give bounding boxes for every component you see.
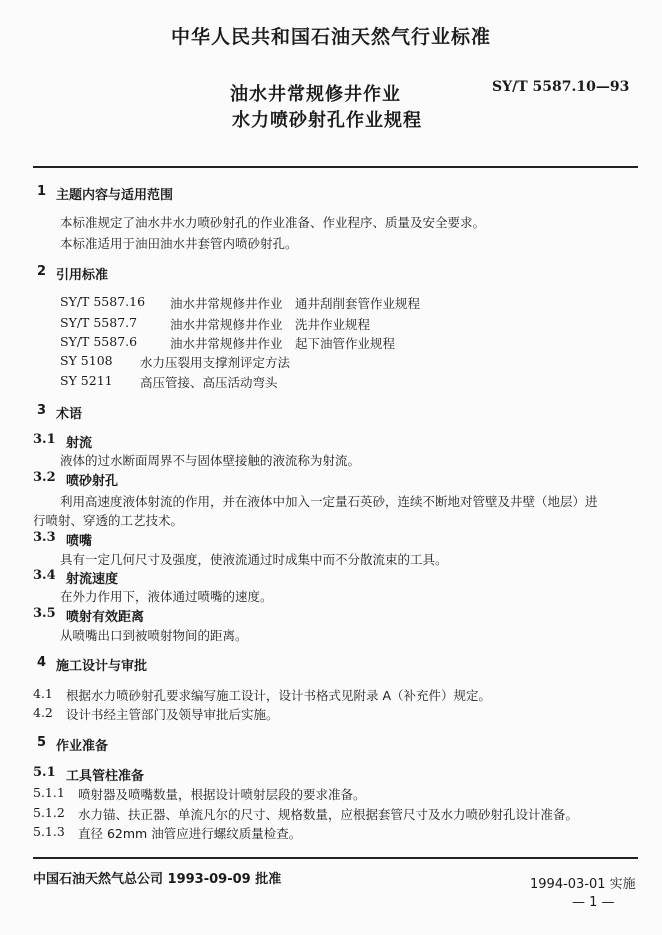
standard-header: 中华人民共和国石油天然气行业标准 [170, 26, 491, 48]
ref-name: 油水井常规修井作业 通井刮削套管作业规程 [170, 296, 421, 311]
term-3-1-num: 3.1 [33, 432, 56, 447]
term-3-4-text: 在外力作用下，液体通过喷嘴的速度。 [60, 589, 273, 604]
section-5-title: 作业准备 [56, 739, 109, 754]
standard-code: SY/T 5587.10—93 [492, 79, 630, 95]
clause-5-1-3-num: 5.1.3 [33, 824, 65, 839]
clause-4-2-num: 4.2 [33, 705, 53, 720]
term-3-4-title: 射流速度 [66, 572, 119, 587]
clause-4-2-text: 设计书经主管部门及领导审批后实施。 [66, 707, 279, 722]
title-line-1: 油水井常规修井作业 [230, 84, 401, 105]
term-3-2-text-line2: 行喷射、穿透的工艺技术。 [33, 513, 184, 528]
ref-code: SY 5108 [60, 353, 113, 368]
ref-code: SY/T 5587.7 [60, 315, 138, 330]
section-3-title: 术语 [56, 407, 83, 422]
section-1-p2: 本标准适用于油田油水井套管内喷砂射孔。 [60, 236, 298, 251]
approval-line: 中国石油天然气总公司 1993-09-09 批准 [33, 872, 282, 887]
bottom-rule [33, 857, 638, 859]
ref-code: SY/T 5587.16 [60, 294, 146, 309]
section-4-title: 施工设计与审批 [56, 659, 148, 674]
section-1-title: 主题内容与适用范围 [56, 188, 174, 203]
ref-name: 高压管接、高压活动弯头 [140, 375, 278, 390]
ref-code: SY 5211 [60, 373, 113, 388]
term-3-1-text: 液体的过水断面周界不与固体壁接触的液流称为射流。 [60, 453, 361, 468]
clause-5-1-1-num: 5.1.1 [33, 785, 65, 800]
clause-5-1-3-text: 直径 62mm 油管应进行螺纹质量检查。 [78, 826, 302, 841]
section-4-num: 4 [37, 655, 47, 670]
term-3-4-num: 3.4 [33, 568, 56, 583]
term-3-5-title: 喷射有效距离 [66, 610, 145, 625]
section-5-num: 5 [37, 735, 47, 750]
page-number: — 1 — [572, 895, 615, 910]
term-3-1-title: 射流 [66, 436, 93, 451]
top-rule [33, 166, 638, 168]
clause-5-1-num: 5.1 [33, 765, 56, 780]
ref-name: 油水井常规修井作业 起下油管作业规程 [170, 336, 396, 351]
term-3-3-num: 3.3 [33, 530, 56, 545]
clause-5-1-title: 工具管柱准备 [66, 769, 145, 784]
ref-code: SY/T 5587.6 [60, 334, 138, 349]
term-3-3-title: 喷嘴 [66, 534, 93, 549]
term-3-5-num: 3.5 [33, 606, 56, 621]
effective-date: 1994-03-01 实施 [530, 877, 636, 892]
term-3-2-text-line1: 利用高速度液体射流的作用，并在液体中加入一定量石英砂，连续不断地对管壁及井壁（地层）进 [60, 494, 598, 509]
clause-5-1-1-text: 喷射器及喷嘴数量，根据设计喷射层段的要求准备。 [78, 787, 366, 802]
term-3-2-title: 喷砂射孔 [66, 474, 119, 489]
section-2-num: 2 [37, 264, 47, 279]
section-1-p1: 本标准规定了油水井水力喷砂射孔的作业准备、作业程序、质量及安全要求。 [60, 215, 486, 230]
section-3-num: 3 [37, 403, 47, 418]
term-3-3-text: 具有一定几何尺寸及强度，使液流通过时成集中而不分散流束的工具。 [60, 552, 448, 567]
clause-4-1-text: 根据水力喷砂射孔要求编写施工设计，设计书格式见附录 A（补充件）规定。 [66, 688, 492, 703]
ref-name: 水力压裂用支撑剂评定方法 [140, 355, 291, 370]
clause-4-1-num: 4.1 [33, 686, 53, 701]
title-line-2: 水力喷砂射孔作业规程 [232, 110, 422, 131]
ref-name: 油水井常规修井作业 洗井作业规程 [170, 317, 371, 332]
term-3-5-text: 从喷嘴出口到被喷射物间的距离。 [60, 628, 248, 643]
term-3-2-num: 3.2 [33, 470, 56, 485]
clause-5-1-2-text: 水力锚、扶正器、单流凡尔的尺寸、规格数量，应根据套管尺寸及水力喷砂射孔设计准备。 [78, 807, 579, 822]
section-2-title: 引用标准 [56, 268, 109, 283]
clause-5-1-2-num: 5.1.2 [33, 805, 65, 820]
section-1-num: 1 [37, 184, 47, 199]
